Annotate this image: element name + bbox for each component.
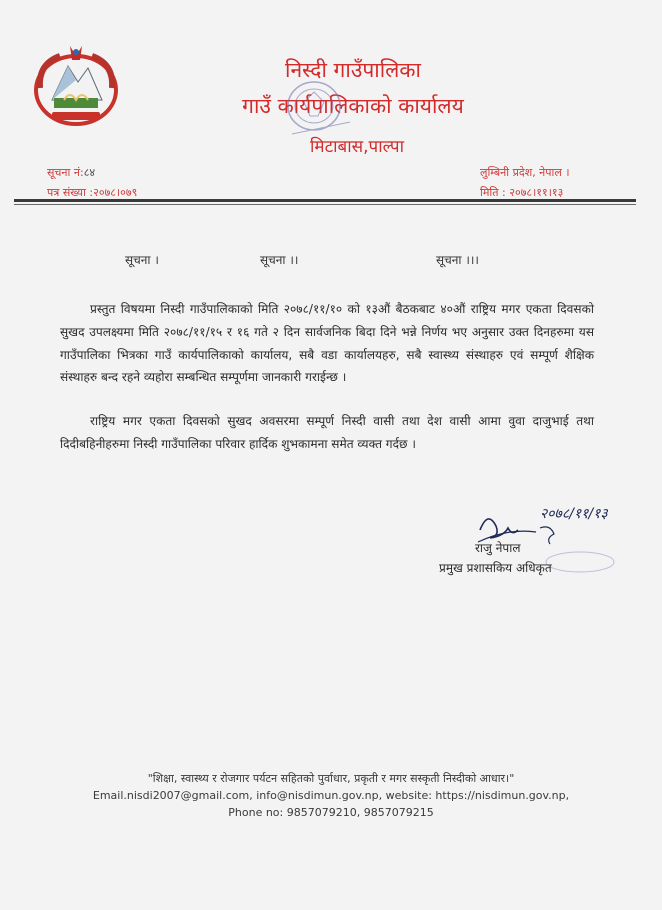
letter-number-label: पत्र संख्या : xyxy=(47,186,94,199)
body-paragraph-2: राष्ट्रिय मगर एकता दिवसको सुखद अवसरमा सम्पूर्ण निस्दी वासी तथा देश वासी आमा वुवा दाजुभाई तथा दिदीबहिनीहरुमा निस्दी गाउँपालिका परिवार हार्दिक शुभकामना समेत व्यक्त गर्दछ । xyxy=(60,414,594,451)
body-paragraph-1: प्रस्तुत विषयमा निस्दी गाउँपालिकाको मिति २०७८/११/१० को १३औं बैठकबाट ४०औं राष्ट्रिय मगर एकता दिवसको सुखद उपलक्ष्यमा मिति २०७८/११/१५ र १६ गते २ दिन सार्वजनिक बिदा दिने भन्ने निर्णय भए अनुसार उक्त दिनहरुमा यस गाउँपालिका भित्रका गाउँ कार्यपालिकाको कार्यालय, सबै वडा कार्यालयहरु, सबै स्वास्थ्य संस्थाहरु एवं सम्पूर्ण शैक्षिक संस्थाहरु बन्द रहने व्यहोरा सम्बन्धित सम्पूर्णमा जानकारी गराईन्छ । xyxy=(60,302,594,385)
notice-heading-3: सूचना ।।। xyxy=(436,253,479,267)
notice-number xyxy=(47,165,95,180)
office-title: गाउँ कार्यपालिकाको कार्यालय xyxy=(242,94,464,118)
header-divider-thin xyxy=(14,204,636,205)
office-address: मिटाबास,पाल्पा xyxy=(310,137,404,157)
province-line: लुम्बिनी प्रदेश, नेपाल । xyxy=(480,166,570,179)
handwritten-date: २०७८/११/१३ xyxy=(540,506,608,522)
header-divider xyxy=(14,199,636,202)
office-stamp-icon xyxy=(268,72,368,152)
notice-heading-2: सूचना ।। xyxy=(260,253,299,267)
notice-heading-1: सूचना । xyxy=(125,253,159,267)
notice-number-label: सूचना नं: xyxy=(47,166,84,179)
letter-number-value: २०७८।०७९ xyxy=(93,186,138,199)
letter-number xyxy=(47,185,137,200)
footer-contact-phone: Phone no: 9857079210, 9857079215 xyxy=(228,806,434,819)
footer-slogan: "शिक्षा, स्वास्थ्य र रोजगार पर्यटन सहितको पुर्वाधार, प्रकृती र मगर सस्कृती निस्दीको आधार।" xyxy=(147,772,515,785)
signatory-title: प्रमुख प्रशासकिय अधिकृत xyxy=(439,561,552,575)
notice-number-value: ८४ xyxy=(83,166,96,179)
date-label: मिति : xyxy=(480,186,506,199)
date-value: २०७८।११।१३ xyxy=(509,186,564,199)
footer-contact-email: Email.nisdi2007@gmail.com, info@nisdimun.gov.np, website: https://nisdimun.gov.np, xyxy=(92,789,570,802)
signatory-name: राजु नेपाल xyxy=(475,541,521,555)
municipality-title: निस्दी गाउँपालिका xyxy=(285,58,421,82)
date-line xyxy=(480,185,563,200)
